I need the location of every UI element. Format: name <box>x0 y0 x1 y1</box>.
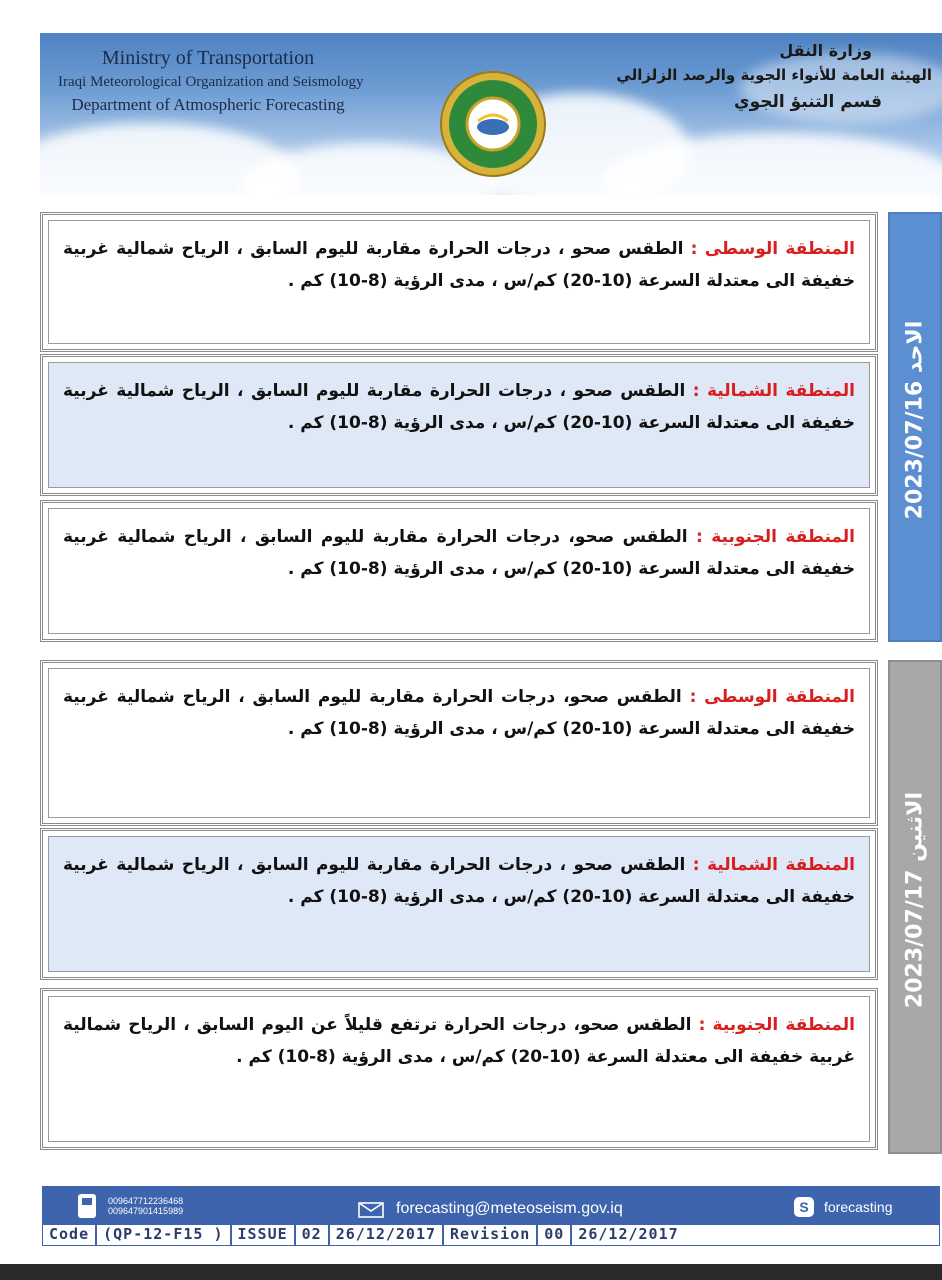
region-box-northern <box>40 354 878 496</box>
region-box-central <box>40 660 878 826</box>
code-label: Code <box>43 1225 97 1245</box>
region-box-northern <box>40 828 878 980</box>
revision-value: 00 <box>538 1225 572 1245</box>
ministry-name-en: Ministry of Transportation <box>101 47 315 69</box>
department-name-en: Department of Atmospheric Forecasting <box>71 95 345 114</box>
document-control-strip <box>42 1224 940 1246</box>
region-forecast-text: الطقس صحو، درجات الحرارة مقاربة لليوم السابق ، الرياح شمالية غربية خفيفة الى معتدلة السرعة (10-20) كم/س ، مدى الرؤية (8-10) كم . <box>63 687 855 739</box>
day-section-2 <box>40 660 942 1154</box>
region-box-southern <box>40 988 878 1150</box>
header-arabic <box>616 41 932 112</box>
header-english <box>58 47 364 115</box>
region-forecast-text: الطقس صحو ، درجات الحرارة مقاربة لليوم السابق ، الرياح شمالية غربية خفيفة الى معتدلة السرعة (10-20) كم/س ، مدى الرؤية (8-10) كم . <box>63 239 855 291</box>
day-bar <box>888 212 942 642</box>
code-value: (QP-12-F15 ) <box>97 1225 231 1245</box>
day-name: الاثنين <box>902 791 928 862</box>
phone-number-2: 009647901415989 <box>108 1206 184 1216</box>
region-label: المنطقة الجنوبية : <box>696 527 856 547</box>
region-label: المنطقة الوسطى : <box>690 239 855 259</box>
issue-date: 26/12/2017 <box>330 1225 444 1245</box>
region-label: المنطقة الشمالية : <box>692 855 855 875</box>
region-label: المنطقة الوسطى : <box>689 687 855 707</box>
region-label: المنطقة الشمالية : <box>692 381 855 401</box>
bottom-band <box>0 1264 942 1280</box>
ministry-name-ar: وزارة النقل <box>779 41 872 60</box>
footer <box>42 1186 940 1246</box>
email-link[interactable]: forecasting@meteoseism.gov.iq <box>396 1200 623 1217</box>
day-name: الاحد <box>902 320 928 374</box>
department-name-ar: قسم التنبؤ الجوي <box>734 92 882 112</box>
organization-logo <box>438 69 548 179</box>
phone-number-1: 009647712236468 <box>108 1196 184 1206</box>
day-date: 2023/07/17 <box>902 869 928 1009</box>
day-bar <box>888 660 942 1154</box>
header-banner <box>40 33 942 195</box>
region-label: المنطقة الجنوبية : <box>698 1015 855 1035</box>
revision-label: Revision <box>444 1225 538 1245</box>
mail-icon <box>358 1202 384 1218</box>
issue-label: ISSUE <box>232 1225 296 1245</box>
organization-name-ar: الهيئة العامة للأنواء الجوية والرصد الزلزالي <box>616 66 932 84</box>
organization-name-en: Iraqi Meteorological Organization and Seismology <box>58 74 364 90</box>
region-box-central <box>40 212 878 352</box>
region-forecast-text: الطقس صحو، درجات الحرارة ترتفع قليلاً عن اليوم السابق ، الرياح شمالية غربية خفيفة الى معتدلة السرعة (10-20) كم/س ، مدى الرؤية (8-10) كم . <box>63 1015 855 1067</box>
region-forecast-text: الطقس صحو ، درجات الحرارة مقاربة لليوم السابق ، الرياح شمالية غربية خفيفة الى معتدلة السرعة (10-20) كم/س ، مدى الرؤية (8-10) كم . <box>63 855 855 907</box>
day-date: 2023/07/16 <box>902 380 928 520</box>
region-forecast-text: الطقس صحو، درجات الحرارة مقاربة لليوم السابق ، الرياح شمالية غربية خفيفة الى معتدلة السرعة (10-20) كم/س ، مدى الرؤية (8-10) كم . <box>63 527 855 579</box>
skype-icon: S <box>794 1197 814 1217</box>
revision-date: 26/12/2017 <box>578 1225 679 1243</box>
issue-value: 02 <box>296 1225 330 1245</box>
phone-numbers <box>108 1196 183 1216</box>
skype-handle[interactable]: forecasting <box>824 1199 893 1215</box>
region-box-southern <box>40 500 878 642</box>
day-section-1 <box>40 212 942 642</box>
region-forecast-text: الطقس صحو ، درجات الحرارة مقاربة لليوم السابق ، الرياح شمالية غربية خفيفة الى معتدلة السرعة (10-20) كم/س ، مدى الرؤية (8-10) كم . <box>63 381 855 433</box>
phone-icon <box>78 1194 96 1218</box>
